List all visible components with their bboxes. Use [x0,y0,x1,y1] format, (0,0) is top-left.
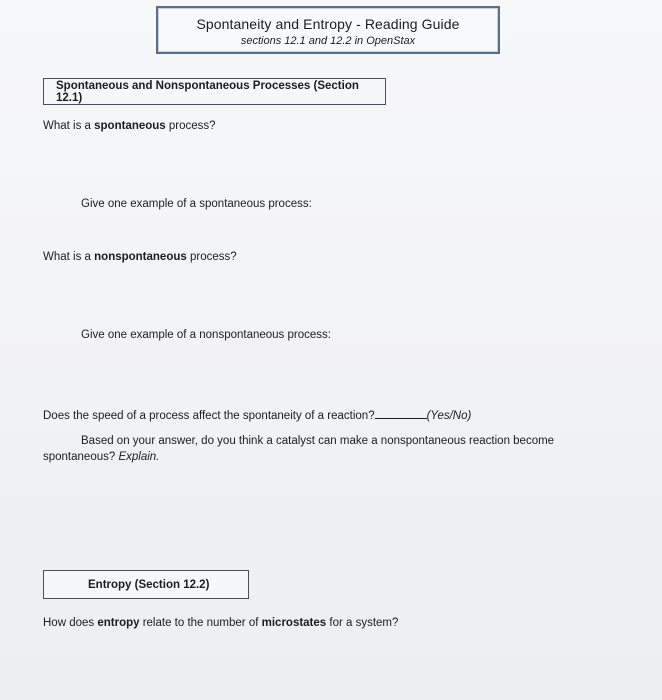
question-keyword: microstates [261,617,327,629]
section-heading-label: Spontaneous and Nonspontaneous Processes (Section 12.1) [56,79,359,104]
question-keyword: entropy [97,617,140,629]
page-subtitle: sections 12.1 and 12.2 in OpenStax [240,35,416,47]
question-keyword: nonspontaneous [94,251,187,263]
question-text: Does the speed of a process affect the spontaneity of a reaction? [43,410,375,422]
question-text: process? [165,120,216,132]
question-text: What is a [43,251,95,263]
page-title: Spontaneity and Entropy - Reading Guide [196,16,460,32]
section-heading-12-1 [43,78,386,105]
question-spontaneous-example: Give one example of a spontaneous process: [81,198,312,210]
question-nonspontaneous-example: Give one example of a nonspontaneous process: [81,329,331,341]
question-text: What is a [43,120,95,132]
question-text: for a system? [326,617,399,629]
question-catalyst-line1: Based on your answer, do you think a catalyst can make a nonspontaneous reaction become [81,435,555,447]
question-spontaneous [43,120,216,132]
question-nonspontaneous [43,251,237,263]
question-catalyst-line2 [43,451,159,463]
question-text: spontaneous? [43,451,119,463]
question-text: How does [43,617,98,629]
question-speed-spontaneity [43,408,471,422]
question-text: process? [186,251,237,263]
section-heading-label: Entropy (Section 12.2) [88,578,210,591]
question-entropy-microstates [43,617,398,629]
question-instruction: Explain. [118,451,160,463]
answer-hint: (Yes/No) [426,410,472,422]
title-box [156,6,500,54]
question-text: relate to the number of [139,617,262,629]
question-keyword: spontaneous [94,120,166,132]
section-heading-12-2 [43,570,249,599]
answer-blank[interactable] [375,408,427,419]
